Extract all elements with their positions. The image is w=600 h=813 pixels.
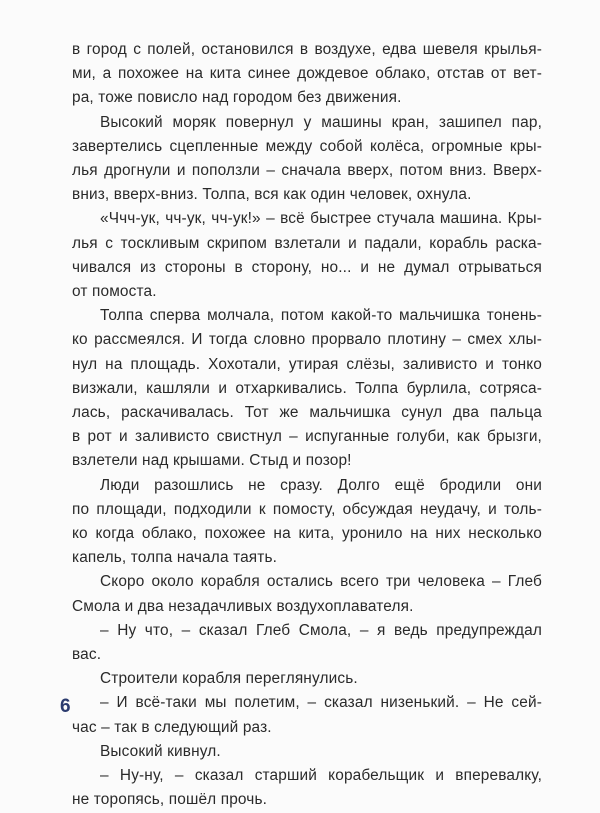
text-line: Высокий кивнул. xyxy=(100,742,221,760)
text-line: – Ну что, – сказал Глеб Смола, – я ведь предупреждал xyxy=(100,621,542,639)
text-line: нул на площадь. Хохотали, утирая слёзы, заливисто и тонко xyxy=(72,355,542,373)
text-line: «Ччч-ук, чч-ук, чч-ук!» – всё быстрее стучала машина. Кры- xyxy=(100,210,542,228)
paragraph xyxy=(72,474,542,571)
text-line: ко когда облако, похожее на кита, уронило на них несколько xyxy=(72,525,542,543)
text-line: час – так в следующий раз. xyxy=(72,718,272,736)
text-line: вас. xyxy=(72,646,102,664)
text-line: вниз, вверх-вниз. Толпа, вся как один человек, охнула. xyxy=(72,186,472,204)
text-line: по площади, подходили к помосту, обсуждая неудачу, и толь- xyxy=(72,500,542,518)
paragraph xyxy=(72,691,542,739)
text-line: Скоро около корабля остались всего три человека – Глеб xyxy=(100,573,542,591)
paragraph xyxy=(72,304,542,473)
paragraph xyxy=(72,207,542,304)
text-line: лась, раскачивалась. Тот же мальчишка сунул два пальца xyxy=(72,404,542,422)
paragraph xyxy=(72,111,542,208)
text-line: Толпа сперва молчала, потом какой-то мальчишка тонень- xyxy=(100,307,542,325)
text-line: в рот и заливисто свистнул – испуганные голуби, как брызги, xyxy=(72,428,542,446)
text-line: чивался из стороны в сторону, но... и не думал отрываться xyxy=(72,258,542,276)
text-line: Высокий моряк повернул у машины кран, зашипел пар, xyxy=(100,113,542,131)
paragraph xyxy=(72,619,542,667)
text-line: лья дрогнули и поползли – сначала вверх, потом вниз. Вверх- xyxy=(72,162,542,180)
body-text xyxy=(72,38,542,813)
paragraph xyxy=(72,38,542,111)
text-line: взлетели над крышами. Стыд и позор! xyxy=(72,452,352,470)
text-line: – И всё-таки мы полетим, – сказал низенький. – Не сей- xyxy=(100,694,542,712)
paragraph xyxy=(72,667,542,691)
paragraph xyxy=(72,740,542,764)
text-line: Люди разошлись не сразу. Долго ещё бродили они xyxy=(100,476,542,494)
text-line: ра, тоже повисло над городом без движения. xyxy=(72,89,402,107)
text-line: ко рассмеялся. И тогда словно прорвало плотину – смех хлы- xyxy=(72,331,542,349)
paragraph xyxy=(72,570,542,618)
text-line: Строители корабля переглянулись. xyxy=(100,670,358,688)
text-line: от помоста. xyxy=(72,283,157,301)
text-line: Смола и два незадачливых воздухоплавателя. xyxy=(72,597,414,615)
text-line: в город с полей, остановился в воздухе, едва шевеля крылья- xyxy=(72,41,542,58)
text-line: – Ну-ну, – сказал старший корабельщик и вперевалку, xyxy=(100,767,542,785)
text-line: визжали, кашляли и отхаркивались. Толпа бурлила, сотряса- xyxy=(72,379,542,397)
text-line: не торопясь, пошёл прочь. xyxy=(72,791,268,809)
text-line: капель, толпа начала таять. xyxy=(72,549,278,567)
text-line: лья с тоскливым скрипом взлетали и падали, корабль раска- xyxy=(72,234,542,252)
paragraph xyxy=(72,764,542,812)
text-line: завертелись сцепленные между собой колёса, огромные кры- xyxy=(72,137,542,155)
page-number: 6 xyxy=(60,696,71,717)
text-line: ми, а похожее на кита синее дождевое облако, отстав от вет- xyxy=(72,65,542,83)
